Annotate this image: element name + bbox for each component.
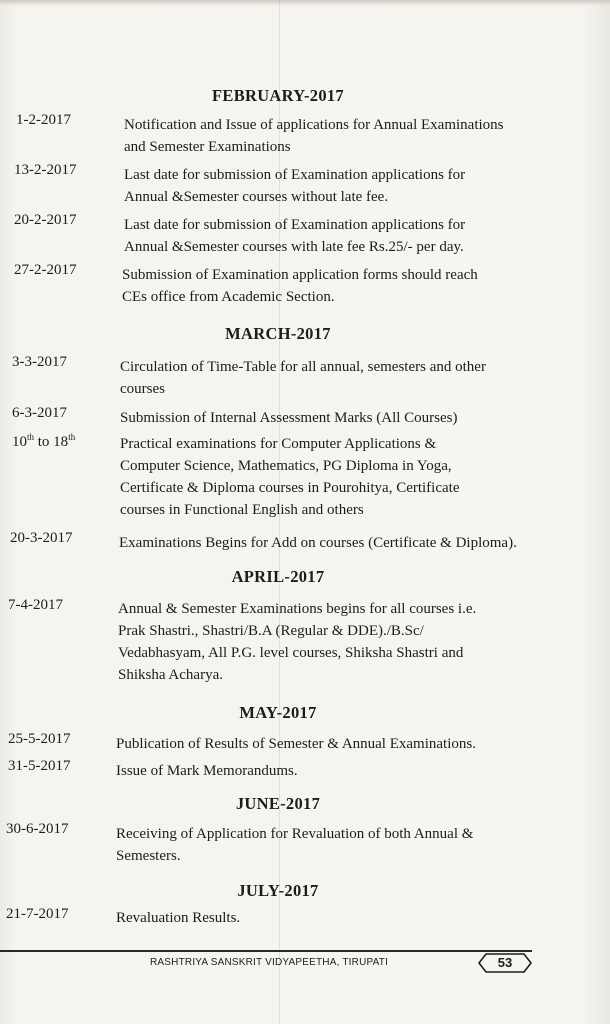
section-heading-june: JUNE-2017 <box>235 794 321 813</box>
entry-date: 7-4-2017 <box>8 597 63 613</box>
date-range-start: 10 <box>12 434 27 450</box>
description-line: Submission of Internal Assessment Marks (All Courses) <box>120 410 458 426</box>
description-line: Annual & Semester Examinations begins for all courses i.e. <box>118 601 477 617</box>
page-number-badge <box>478 953 532 973</box>
entry-description <box>124 114 504 158</box>
page-top-edge <box>0 0 610 6</box>
description-line: Circulation of Time-Table for all annual, semesters and other <box>120 359 486 375</box>
entry-date: 3-3-2017 <box>12 354 67 370</box>
entry-description <box>118 598 476 686</box>
entry-date: 6-3-2017 <box>12 405 67 421</box>
footer-rule <box>0 950 532 952</box>
entry-date: 27-2-2017 <box>14 262 77 278</box>
entry-description <box>116 760 298 782</box>
date-ordinal-suffix: th <box>27 432 35 442</box>
description-line: Issue of Mark Memorandums. <box>116 763 298 779</box>
date-ordinal-suffix: th <box>68 432 76 442</box>
description-line: Certificate & Diploma courses in Pourohitya, Certificate <box>120 480 460 496</box>
entry-date: 30-6-2017 <box>6 821 69 837</box>
entry-description <box>119 532 517 554</box>
description-line: Last date for submission of Examination applications for <box>124 217 466 233</box>
entry-description <box>120 407 457 429</box>
entry-date-range <box>12 432 75 451</box>
entry-description <box>116 907 240 929</box>
entry-date: 21-7-2017 <box>6 906 69 922</box>
description-line: courses in Functional English and others <box>120 502 364 518</box>
description-line: Notification and Issue of applications for Annual Examinations <box>124 117 504 133</box>
entry-date: 25-5-2017 <box>8 731 71 747</box>
entry-description <box>120 433 460 521</box>
description-line: Last date for submission of Examination applications for <box>124 167 466 183</box>
section-heading-march: MARCH-2017 <box>225 324 331 343</box>
section-heading-february: FEBRUARY-2017 <box>212 86 344 105</box>
footer-institution: RASHTRIYA SANSKRIT VIDYAPEETHA, TIRUPATI <box>150 957 389 968</box>
description-line: CEs office from Academic Section. <box>122 289 335 305</box>
page-number: 53 <box>497 955 513 970</box>
description-line: Practical examinations for Computer Applications & <box>120 436 437 452</box>
description-line: Receiving of Application for Revaluation of both Annual & <box>116 826 474 842</box>
description-line: courses <box>120 381 165 397</box>
description-line: Annual &Semester courses with late fee Rs.25/- per day. <box>124 239 464 255</box>
entry-description <box>124 164 465 208</box>
description-line: and Semester Examinations <box>124 139 291 155</box>
entry-date: 20-3-2017 <box>10 530 73 546</box>
date-range-end: to 18 <box>34 434 69 450</box>
section-heading-may: MAY-2017 <box>239 703 317 722</box>
section-heading-april: APRIL-2017 <box>231 567 325 586</box>
section-heading-july: JULY-2017 <box>237 881 319 900</box>
entry-date: 31-5-2017 <box>8 758 71 774</box>
description-line: Prak Shastri., Shastri/B.A (Regular & DDE)./B.Sc/ <box>118 623 424 639</box>
description-line: Computer Science, Mathematics, PG Diploma in Yoga, <box>120 458 452 474</box>
description-line: Annual &Semester courses without late fee. <box>124 189 389 205</box>
entry-date: 1-2-2017 <box>16 112 71 128</box>
entry-date: 13-2-2017 <box>14 162 77 178</box>
description-line: Publication of Results of Semester & Annual Examinations. <box>116 736 476 752</box>
description-line: Submission of Examination application forms should reach <box>122 267 478 283</box>
entry-date: 20-2-2017 <box>14 212 77 228</box>
entry-description <box>116 823 473 867</box>
description-line: Semesters. <box>116 848 181 864</box>
description-line: Revaluation Results. <box>116 910 241 926</box>
entry-description <box>122 264 478 308</box>
entry-description <box>116 733 476 755</box>
description-line: Examinations Begins for Add on courses (Certificate & Diploma). <box>119 535 517 551</box>
description-line: Vedabhasyam, All P.G. level courses, Shiksha Shastri and <box>118 645 464 661</box>
entry-description <box>120 356 486 400</box>
description-line: Shiksha Acharya. <box>118 667 223 683</box>
entry-description <box>124 214 465 258</box>
